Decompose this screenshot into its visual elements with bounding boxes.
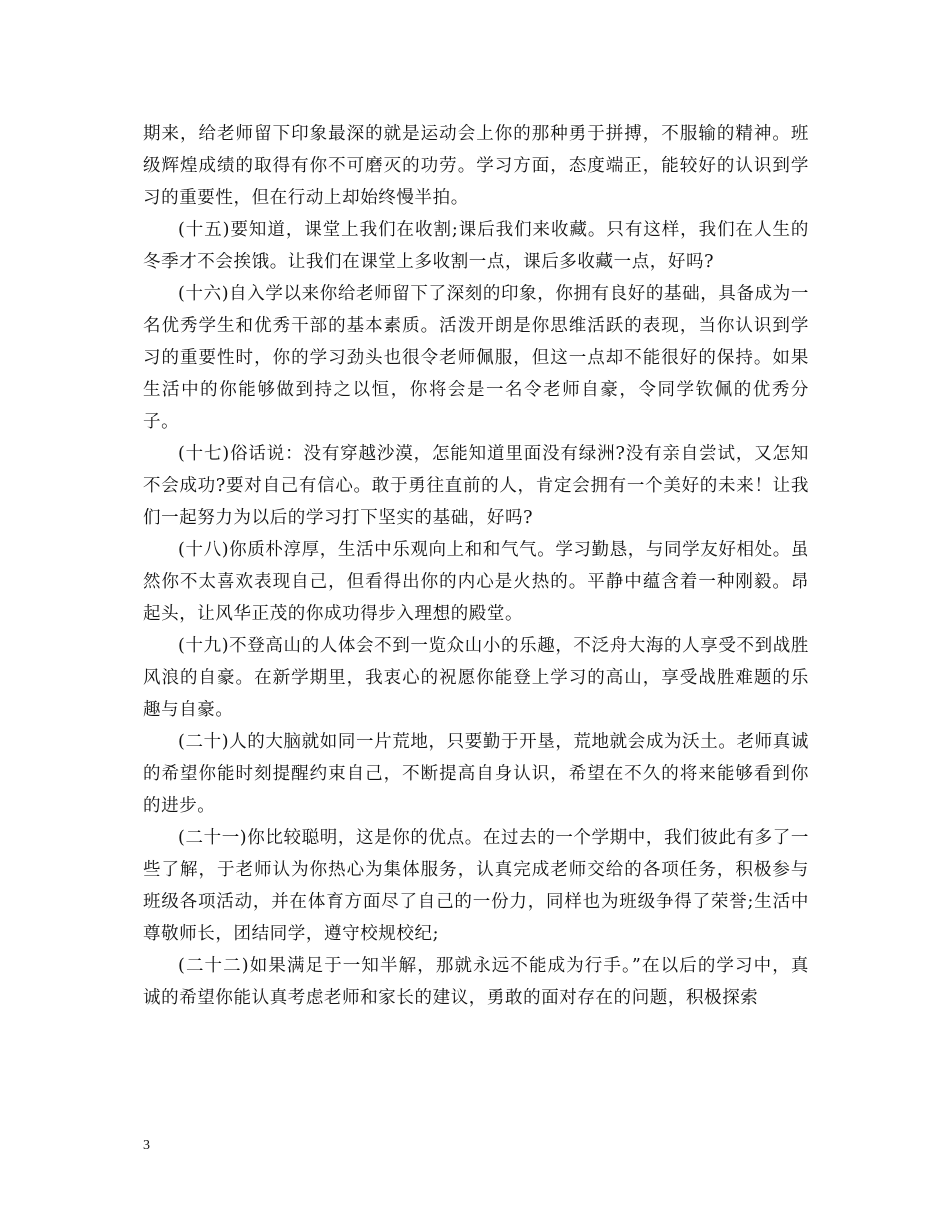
paragraph: 期来，给老师留下印象最深的就是运动会上你的那种勇于拼搏，不服输的精神。班级辉煌成绩的取得有你不可磨灭的功劳。学习方面，态度端正，能较好的认识到学习的重要性，但在行动上却始终慢半拍。 (143, 124, 809, 208)
document-body (143, 118, 809, 1014)
paragraph: (十七)俗话说：没有穿越沙漠，怎能知道里面没有绿洲?没有亲自尝试，又怎知不会成功?要对自己有信心。敢于勇往直前的人，肯定会拥有一个美好的未来！让我们一起努力为以后的学习打下坚实的基础，好吗? (143, 444, 809, 528)
paragraph: (二十一)你比较聪明，这是你的优点。在过去的一个学期中，我们彼此有多了一些了解，于老师认为你热心为集体服务，认真完成老师交给的各项任务，积极参与班级各项活动，并在体育方面尽了自己的一份力，同样也为班级争得了荣誉;生活中尊敬师长，团结同学，遵守校规校纪; (143, 828, 809, 944)
paragraph: (十五)要知道，课堂上我们在收割;课后我们来收藏。只有这样，我们在人生的冬季才不会挨饿。让我们在课堂上多收割一点，课后多收藏一点，好吗? (143, 220, 809, 272)
paragraph: (十九)不登高山的人体会不到一览众山小的乐趣，不泛舟大海的人享受不到战胜风浪的自豪。在新学期里，我衷心的祝愿你能登上学习的高山，享受战胜难题的乐趣与自豪。 (143, 636, 809, 720)
paragraph: (十八)你质朴淳厚，生活中乐观向上和和气气。学习勤恳，与同学友好相处。虽然你不太喜欢表现自己，但看得出你的内心是火热的。平静中蕴含着一种刚毅。昂起头，让风华正茂的你成功得步入理想的殿堂。 (143, 540, 809, 624)
paragraph: (二十)人的大脑就如同一片荒地，只要勤于开垦，荒地就会成为沃土。老师真诚的希望你能时刻提醒约束自己，不断提高自身认识，希望在不久的将来能够看到你的进步。 (143, 732, 809, 816)
paragraph: (二十二)如果满足于一知半解，那就永远不能成为行手。”在以后的学习中，真诚的希望你能认真考虑老师和家长的建议，勇敢的面对存在的问题，积极探索 (143, 956, 809, 1008)
paragraph: (十六)自入学以来你给老师留下了深刻的印象，你拥有良好的基础，具备成为一名优秀学生和优秀干部的基本素质。活泼开朗是你思维活跃的表现，当你认识到学习的重要性时，你的学习劲头也很令老师佩服，但这一点却不能很好的保持。如果生活中的你能够做到持之以恒，你将会是一名令老师自豪，令同学钦佩的优秀分子。 (143, 284, 809, 432)
page-number: 3 (143, 1138, 150, 1153)
